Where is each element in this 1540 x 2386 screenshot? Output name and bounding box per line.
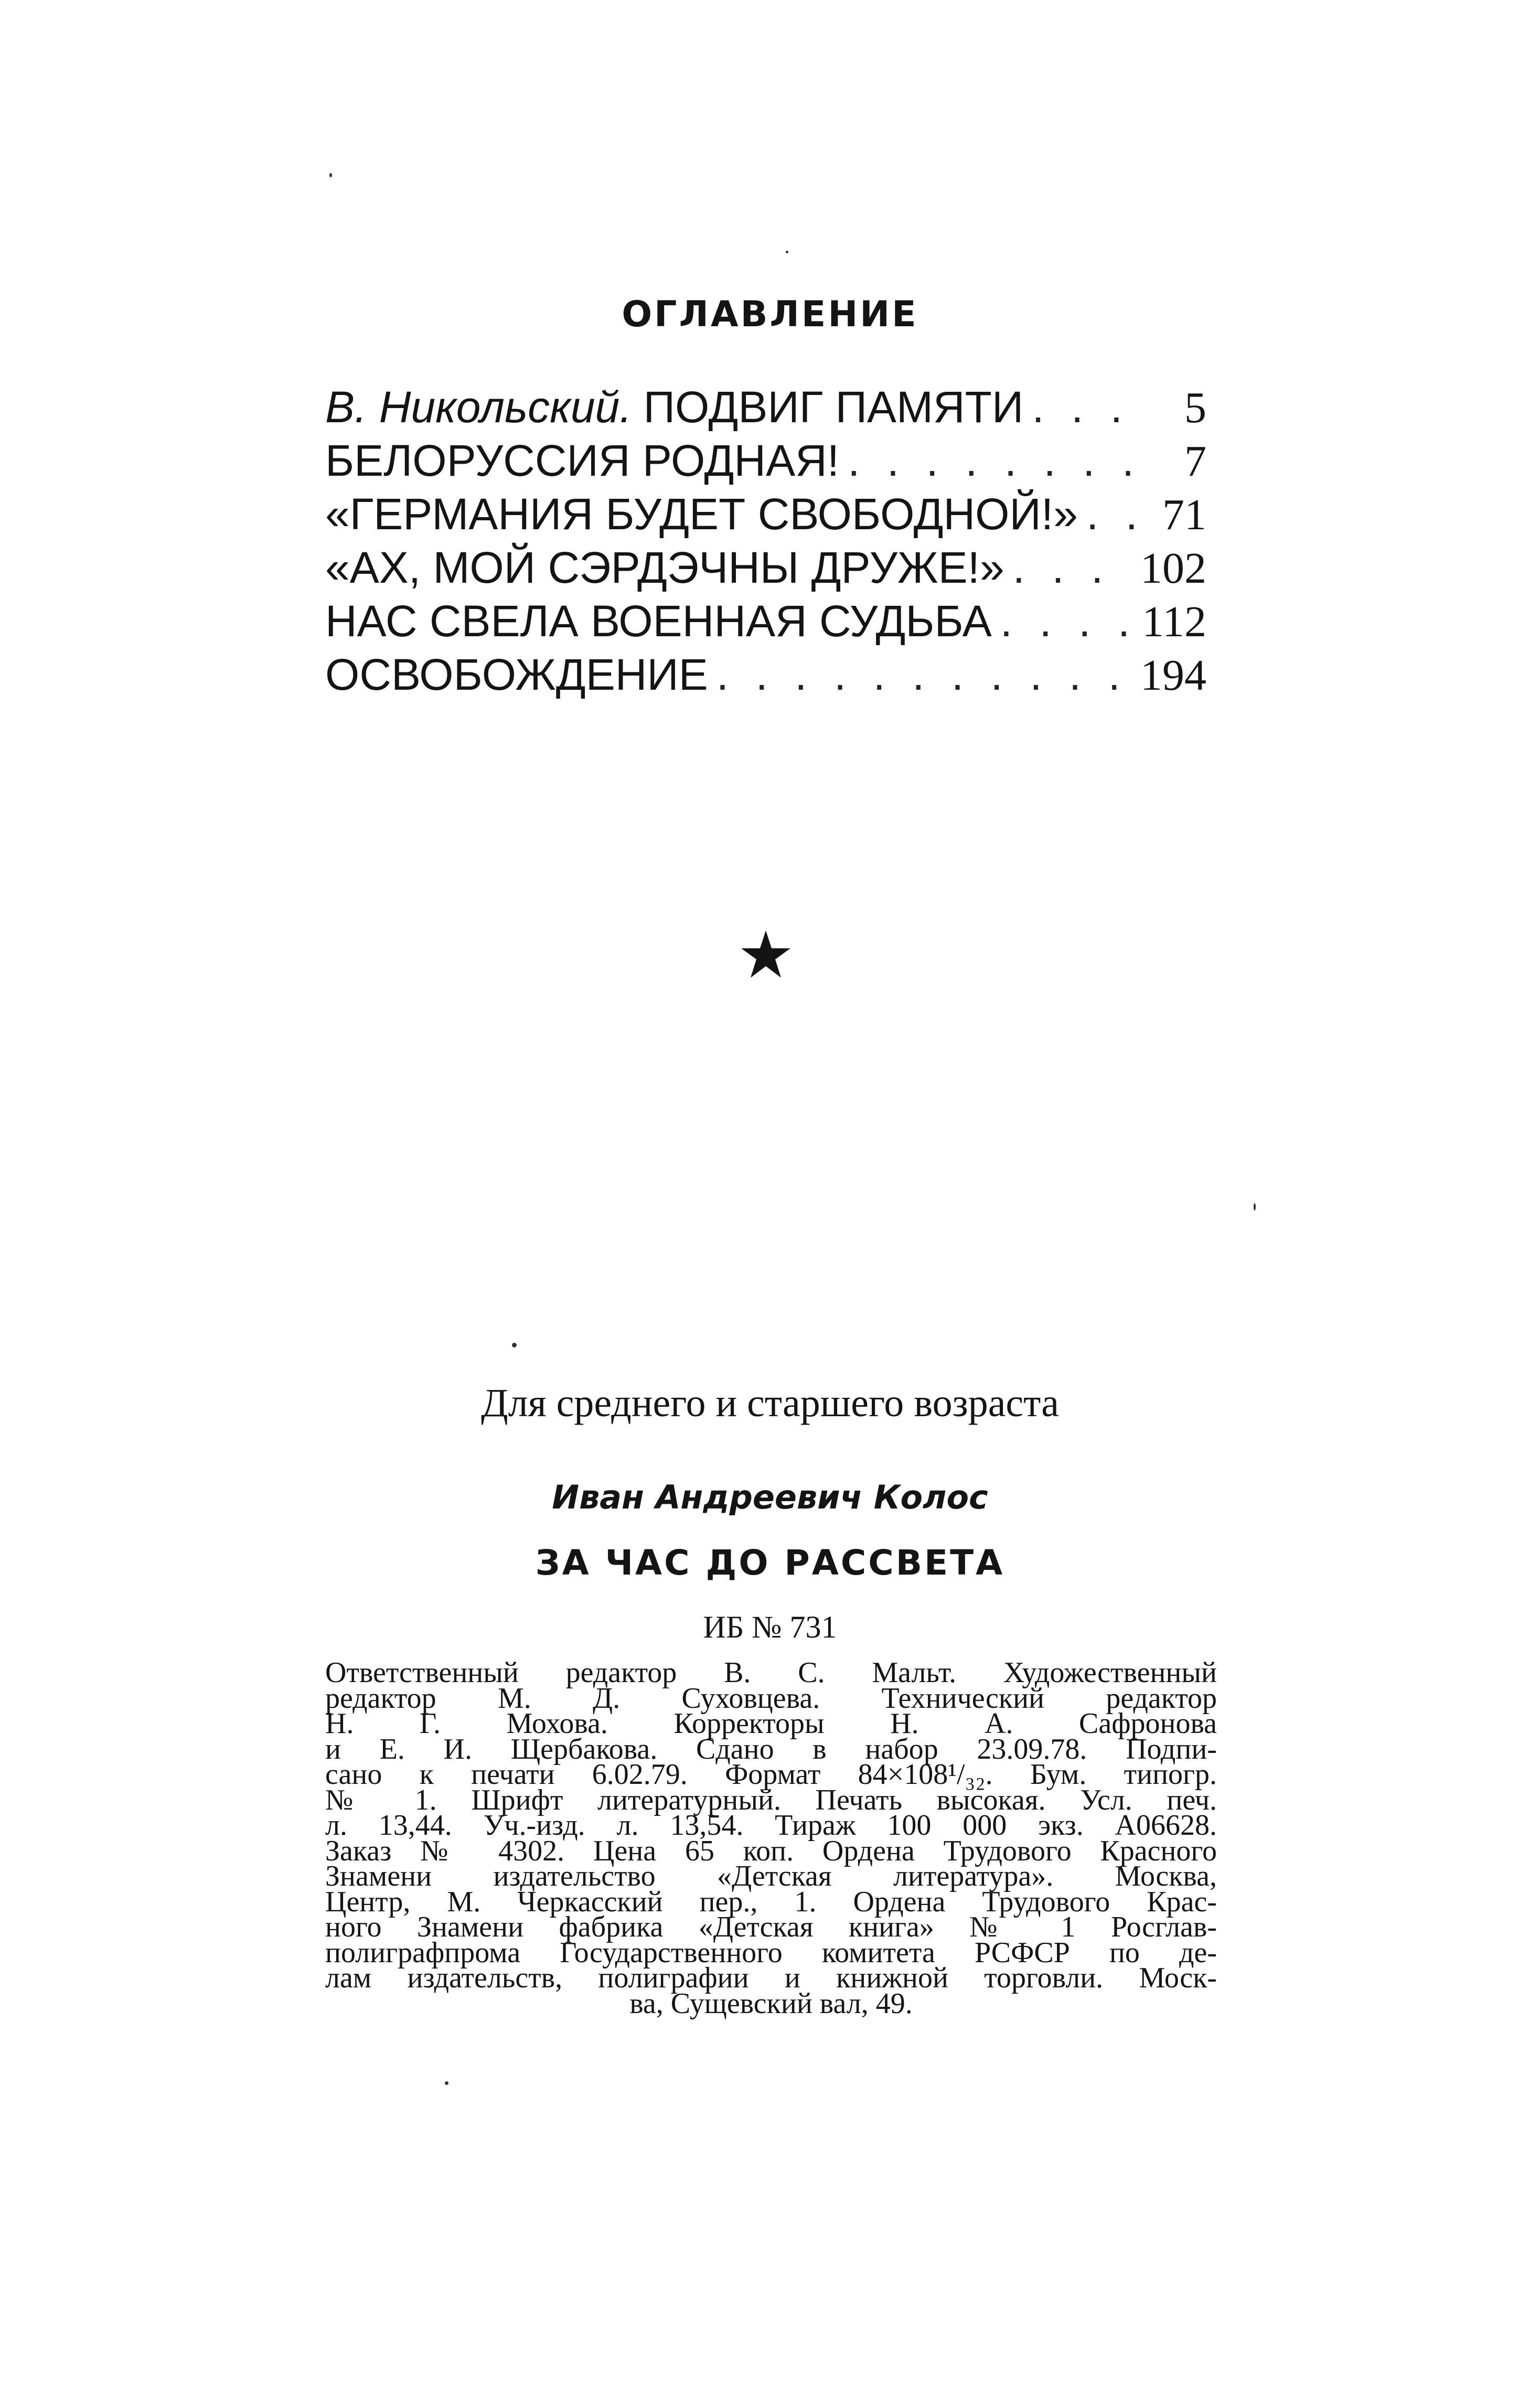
colophon xyxy=(325,1656,1217,2020)
colophon-line: редактор М. Д. Суховцева. Технический редактор xyxy=(325,1682,1217,1715)
colophon-line: Н. Г. Мохова. Корректоры Н. А. Сафронова xyxy=(325,1707,1217,1740)
colophon-line: Знамени издательство «Детская литература». Москва, xyxy=(325,1860,1217,1892)
print-speck xyxy=(512,1343,517,1347)
toc-entry-page: 194 xyxy=(1140,651,1206,700)
toc-entry xyxy=(325,380,1206,434)
ib-number: ИБ № 731 xyxy=(703,1610,837,1644)
toc-entry xyxy=(325,541,1206,594)
toc-leader-dots xyxy=(1032,380,1146,434)
colophon-line: ного Знамени фабрика «Детская книга» № 1 Росглав- xyxy=(325,1911,1217,1943)
colophon-line: полиграфпрома Государственного комитета РСФСР по де- xyxy=(325,1936,1217,1969)
toc-entry-page: 7 xyxy=(1184,437,1206,486)
toc-entry-page: 112 xyxy=(1142,597,1206,646)
toc-entry-title: НАС СВЕЛА ВОЕННАЯ СУДЬБА xyxy=(325,596,992,646)
print-speck xyxy=(445,2081,448,2085)
print-speck xyxy=(786,251,788,253)
toc-entry-title: «АХ, МОЙ СЭРДЭЧНЫ ДРУЖЕ!» xyxy=(325,543,1004,592)
colophon-line: Заказ № 4302. Цена 65 коп. Ордена Трудового Красного xyxy=(325,1834,1217,1867)
toc-entry-title: ОСВОБОЖДЕНИЕ xyxy=(325,650,708,699)
star-icon xyxy=(740,928,792,981)
colophon-line: сано к печати 6.02.79. Формат 84×108¹/₃₂. Бум. типогр. xyxy=(325,1758,1217,1791)
toc-entry-title: «ГЕРМАНИЯ БУДЕТ СВОБОДНОЙ!» xyxy=(325,489,1078,539)
toc-entry-author: В. Никольский. xyxy=(325,382,632,432)
colophon-line: л. 13,44. Уч.-изд. л. 13,54. Тираж 100 000 экз. А06628. xyxy=(325,1809,1217,1842)
toc-entry-page: 102 xyxy=(1140,544,1206,593)
age-recommendation: Для среднего и старшего возраста xyxy=(480,1381,1060,1425)
print-speck xyxy=(1254,1203,1256,1211)
toc-entry-page: 71 xyxy=(1162,490,1206,539)
toc-entry-title: ПОДВИГ ПАМЯТИ xyxy=(643,382,1024,432)
toc-entry xyxy=(325,487,1206,541)
toc-entry-title: БЕЛОРУССИЯ РОДНАЯ! xyxy=(325,436,840,485)
colophon-line: Ответственный редактор В. С. Мальт. Художественный xyxy=(325,1656,1217,1689)
colophon-line: и Е. И. Щербакова. Сдано в набор 23.09.78. Подпи- xyxy=(325,1732,1217,1766)
colophon-line: № 1. Шрифт литературный. Печать высокая. Усл. печ. xyxy=(325,1783,1217,1816)
colophon-line: Центр, М. Черкасский пер., 1. Ордена Трудового Крас- xyxy=(325,1885,1217,1918)
toc-entry xyxy=(325,594,1206,648)
toc-leader-dots xyxy=(716,648,1132,701)
print-speck xyxy=(329,173,332,177)
author-name: Иван Андреевич Колос xyxy=(552,1478,988,1516)
toc-leader-dots xyxy=(848,434,1146,487)
toc-leader-dots xyxy=(1086,487,1146,541)
toc-leader-dots xyxy=(1000,594,1133,648)
book-title: ЗА ЧАС ДО РАССВЕТА xyxy=(535,1543,1005,1583)
toc-heading: ОГЛАВЛЕНИЕ xyxy=(622,294,918,335)
toc-entry xyxy=(325,434,1206,487)
colophon-line: ва, Сущевский вал, 49. xyxy=(629,1987,913,2020)
toc-leader-dots xyxy=(1013,541,1132,594)
colophon-line: лам издательств, полиграфии и книжной торговли. Моск- xyxy=(325,1962,1217,1994)
toc-entry-page: 5 xyxy=(1184,383,1206,432)
table-of-contents xyxy=(325,380,1206,701)
toc-entry xyxy=(325,648,1206,701)
